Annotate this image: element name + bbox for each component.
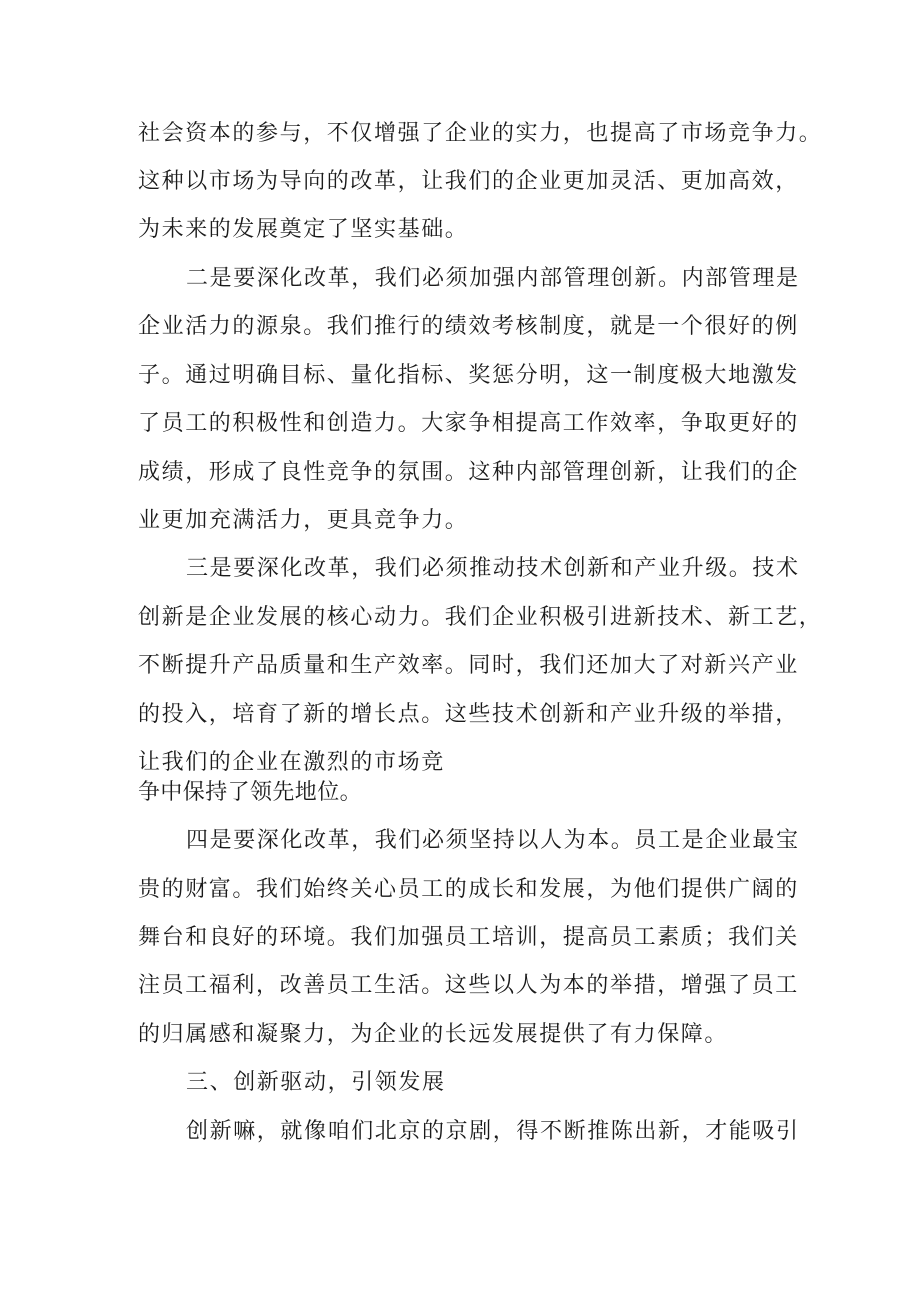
text-line: 创新是企业发展的核心动力。我们企业积极引进新技术、新工艺，: [138, 605, 823, 630]
paragraph-start-line: 二是要深化改革，我们必须加强内部管理创新。内部管理是: [186, 266, 800, 291]
paragraph-start-line: 三是要深化改革，我们必须推动技术创新和产业升级。技术: [186, 556, 800, 581]
text-line: 成绩，形成了良性竞争的氛围。这种内部管理创新，让我们的企: [138, 460, 799, 485]
text-line: 为未来的发展奠定了坚实基础。: [138, 217, 469, 242]
text-line: 子。通过明确目标、量化指标、奖惩分明，这一制度极大地激发: [138, 363, 799, 388]
text-line: 企业活力的源泉。我们推行的绩效考核制度，就是一个很好的例: [138, 314, 799, 339]
text-line: 的投入，培育了新的增长点。这些技术创新和产业升级的举措，: [138, 702, 799, 727]
text-line: 争中保持了领先地位。: [138, 780, 363, 805]
paragraph-start-line: 四是要深化改革，我们必须坚持以人为本。员工是企业最宝: [186, 828, 800, 853]
text-line: 业更加充满活力，更具竞争力。: [138, 508, 469, 533]
text-line: 舞台和良好的环境。我们加强员工培训，提高员工素质；我们关: [138, 925, 799, 950]
text-line: 这种以市场为导向的改革，让我们的企业更加灵活、更加高效，: [138, 169, 799, 194]
text-line: 贵的财富。我们始终关心员工的成长和发展，为他们提供广阔的: [138, 877, 799, 902]
text-line: 注员工福利，改善员工生活。这些以人为本的举措，增强了员工: [138, 973, 799, 998]
text-line: 了员工的积极性和创造力。大家争相提高工作效率，争取更好的: [138, 411, 799, 436]
section-heading: 三、创新驱动，引领发展: [186, 1070, 446, 1095]
text-line: 让我们的企业在激烈的市场竞: [138, 750, 445, 775]
paragraph-start-line: 创新嘛，就像咱们北京的京剧，得不断推陈出新，才能吸引: [186, 1119, 800, 1144]
text-line: 不断提升产品质量和生产效率。同时，我们还加大了对新兴产业: [138, 653, 799, 678]
text-line: 的归属感和凝聚力，为企业的长远发展提供了有力保障。: [138, 1022, 729, 1047]
text-line: 社会资本的参与，不仅增强了企业的实力，也提高了市场竞争力。: [138, 121, 823, 146]
